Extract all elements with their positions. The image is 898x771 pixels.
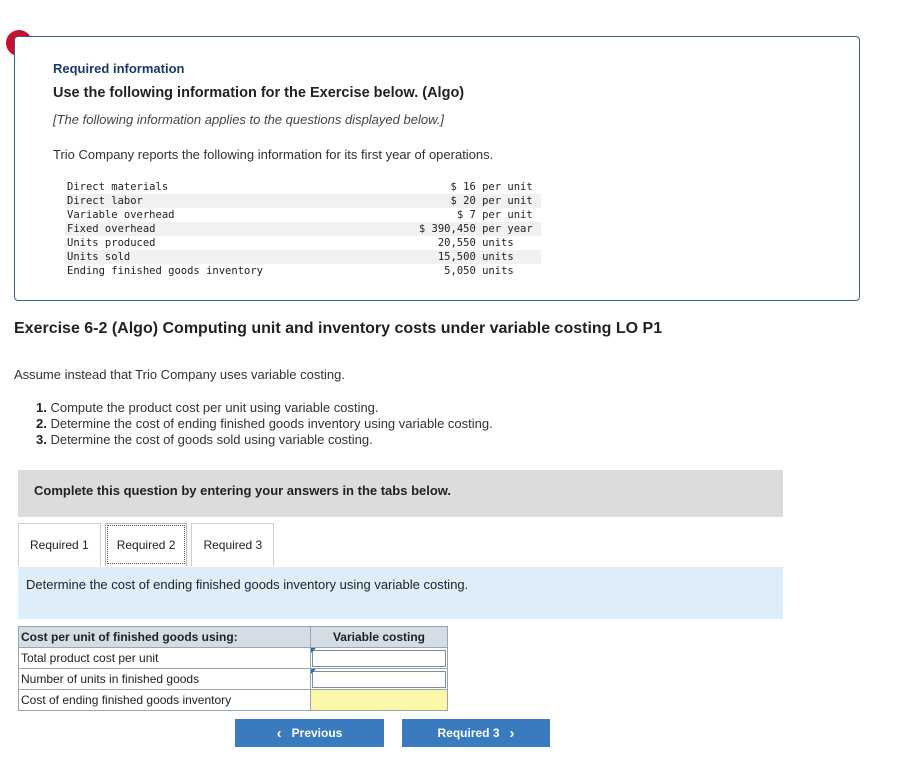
data-label: Ending finished goods inventory	[67, 265, 263, 277]
data-row	[65, 250, 541, 264]
data-value: $ 20 per unit	[359, 194, 541, 208]
table-row	[19, 648, 448, 669]
data-value: $ 16 per unit	[450, 181, 539, 193]
answer-header-label: Cost per unit of finished goods using:	[19, 627, 311, 648]
units-in-finished-goods-input[interactable]	[312, 671, 446, 688]
data-value: 15,500 units	[359, 250, 541, 264]
exercise-title: Exercise 6-2 (Algo) Computing unit and inventory costs under variable costing LO P1	[14, 320, 663, 337]
answer-table	[18, 626, 448, 711]
task-text: Compute the product cost per unit using variable costing.	[46, 400, 379, 415]
input-marker-icon	[311, 648, 316, 653]
chevron-left-icon: ‹	[276, 724, 282, 742]
answer-header-variable-costing: Variable costing	[311, 627, 448, 648]
data-value: 20,550 units	[437, 237, 539, 249]
assumption-text: Assume instead that Trio Company uses variable costing.	[14, 367, 345, 382]
previous-button[interactable]	[235, 719, 384, 747]
company-report-text: Trio Company reports the following information for its first year of operations.	[53, 147, 494, 162]
task-item	[36, 400, 493, 416]
use-following-heading: Use the following information for the Exercise below. (Algo)	[53, 85, 465, 101]
next-label: Required 3	[437, 726, 500, 740]
cost-data-table	[65, 180, 541, 278]
data-value: $ 7 per unit	[456, 209, 539, 221]
chevron-right-icon: ›	[509, 724, 515, 742]
data-row	[65, 180, 541, 194]
row-label-units-in-finished-goods: Number of units in finished goods	[19, 669, 311, 690]
input-cell	[311, 669, 448, 690]
ending-inventory-cost-output	[311, 690, 448, 711]
data-row	[65, 264, 541, 278]
input-cell	[311, 648, 448, 669]
data-label: Variable overhead	[67, 209, 175, 221]
input-marker-icon	[311, 669, 316, 674]
table-row	[19, 669, 448, 690]
data-value: 5,050 units	[444, 265, 539, 277]
task-item	[36, 416, 493, 432]
required-information-title: Required information	[53, 61, 185, 76]
data-label: Units sold	[65, 250, 359, 264]
applies-note: [The following information applies to the questions displayed below.]	[53, 112, 444, 127]
required-information-panel	[14, 36, 860, 301]
task-text: Determine the cost of goods sold using variable costing.	[46, 432, 373, 447]
task-number: 1.	[36, 400, 47, 415]
previous-label: Previous	[291, 726, 343, 740]
requirement-tabs	[18, 523, 274, 566]
task-text: Determine the cost of ending finished goods inventory using variable costing.	[46, 416, 493, 431]
tab-required-1[interactable]: Required 1	[18, 523, 101, 566]
tab-required-3[interactable]: Required 3	[191, 523, 274, 566]
data-label: Units produced	[67, 237, 156, 249]
task-item	[36, 432, 493, 448]
instruction-bar: Complete this question by entering your answers in the tabs below.	[18, 470, 783, 517]
row-label-ending-inventory-cost: Cost of ending finished goods inventory	[19, 690, 311, 711]
task-list	[36, 400, 493, 448]
data-row	[65, 222, 541, 236]
data-row	[65, 194, 541, 208]
total-product-cost-input[interactable]	[312, 650, 446, 667]
tab-required-2[interactable]: Required 2	[105, 523, 188, 566]
data-label: Fixed overhead	[65, 222, 359, 236]
data-row	[65, 208, 541, 222]
data-label: Direct materials	[67, 181, 169, 193]
data-value: $ 390,450 per year	[359, 222, 541, 236]
task-number: 3.	[36, 432, 47, 447]
task-number: 2.	[36, 416, 47, 431]
question-prompt: Determine the cost of ending finished goods inventory using variable costing.	[18, 567, 783, 619]
next-required-3-button[interactable]	[402, 719, 550, 747]
row-label-total-product-cost: Total product cost per unit	[19, 648, 311, 669]
table-row	[19, 690, 448, 711]
data-label: Direct labor	[65, 194, 359, 208]
data-row	[65, 236, 541, 250]
